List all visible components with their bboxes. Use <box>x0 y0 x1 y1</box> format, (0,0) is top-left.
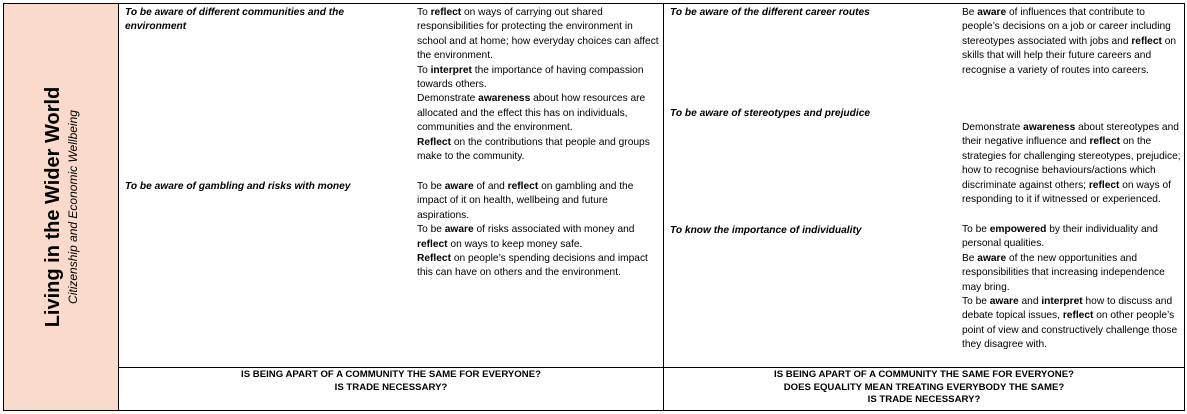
topic-career-routes: To be aware of the different career routes <box>670 7 870 18</box>
description-line: To be aware and interpret how to discuss and debate topical issues, reflect on other people’s point of view and constructively challenge those they disagree with. <box>962 296 1178 351</box>
topic-communities: To be aware of different communities and the environment <box>125 7 345 32</box>
curriculum-table <box>3 3 1185 411</box>
description-line: Demonstrate awareness about how resources are allocated and the effect this has on individuals, communities and the environment. <box>417 93 646 134</box>
topic-individuality: To know the importance of individuality <box>670 225 862 236</box>
description-line: Demonstrate awareness about stereotypes and their negative influence and reflect on the strategies for challenging stereotypes, prejudice; how to recognise behaviours/actions which discriminate against others; reflect on ways of responding to it if witnessed or experienced. <box>962 122 1181 206</box>
description-line: To reflect on ways of carrying out shared responsibilities for protecting the environment in school and at home; how everyday choices can affect the environment. <box>417 7 659 62</box>
description-line: Reflect on the contributions that people and groups make to the community. <box>417 136 650 163</box>
topic-stereotypes: To be aware of stereotypes and prejudice <box>670 108 871 119</box>
description-line: To be empowered by their individuality and personal qualities. <box>962 224 1158 250</box>
theme-sidebar <box>4 4 119 410</box>
desc-communities <box>417 6 661 164</box>
topic-gambling: To be aware of gambling and risks with money <box>125 181 351 192</box>
description-line: To be aware of risks associated with money and reflect on ways to keep money safe. <box>417 224 635 250</box>
description-line: Be aware of influences that contribute to people’s decisions on a job or career including stereotypes associated with jobs and reflect on skills that will help their future careers and recognise a variety of routes into careers. <box>962 7 1177 76</box>
description-line: To be aware of and reflect on gambling and the impact of it on health, wellbeing and future aspirations. <box>417 181 634 221</box>
description-line: Be aware of the new opportunities and responsibilities that increasing independence may bring. <box>962 252 1165 293</box>
left-column <box>119 4 664 367</box>
big-questions-left <box>119 368 664 410</box>
description-line: To interpret the importance of having compassion towards others. <box>417 64 644 91</box>
description-line: Reflect on people’s spending decisions and impact this can have on others and the environment. <box>417 253 648 279</box>
desc-stereotypes <box>962 121 1184 207</box>
big-question: IS BEING APART OF A COMMUNITY THE SAME FOR EVERYONE? <box>774 369 1074 380</box>
big-question: IS TRADE NECESSARY? <box>867 394 981 405</box>
desc-gambling <box>417 180 661 281</box>
theme-title: Living in the Wider World <box>42 86 64 328</box>
big-questions-right <box>664 368 1184 410</box>
big-questions-row <box>119 367 1184 410</box>
desc-individuality <box>962 223 1184 353</box>
desc-career-routes <box>962 6 1184 78</box>
right-column <box>664 4 1184 367</box>
theme-subtitle: Citizenship and Economic Wellbeing <box>66 110 80 304</box>
big-question: DOES EQUALITY MEAN TREATING EVERYBODY THE SAME? <box>783 381 1065 393</box>
big-question: IS BEING APART OF A COMMUNITY THE SAME FOR EVERYONE? <box>241 369 541 380</box>
big-question: IS TRADE NECESSARY? <box>334 381 448 393</box>
theme-sidebar-text <box>41 17 81 397</box>
